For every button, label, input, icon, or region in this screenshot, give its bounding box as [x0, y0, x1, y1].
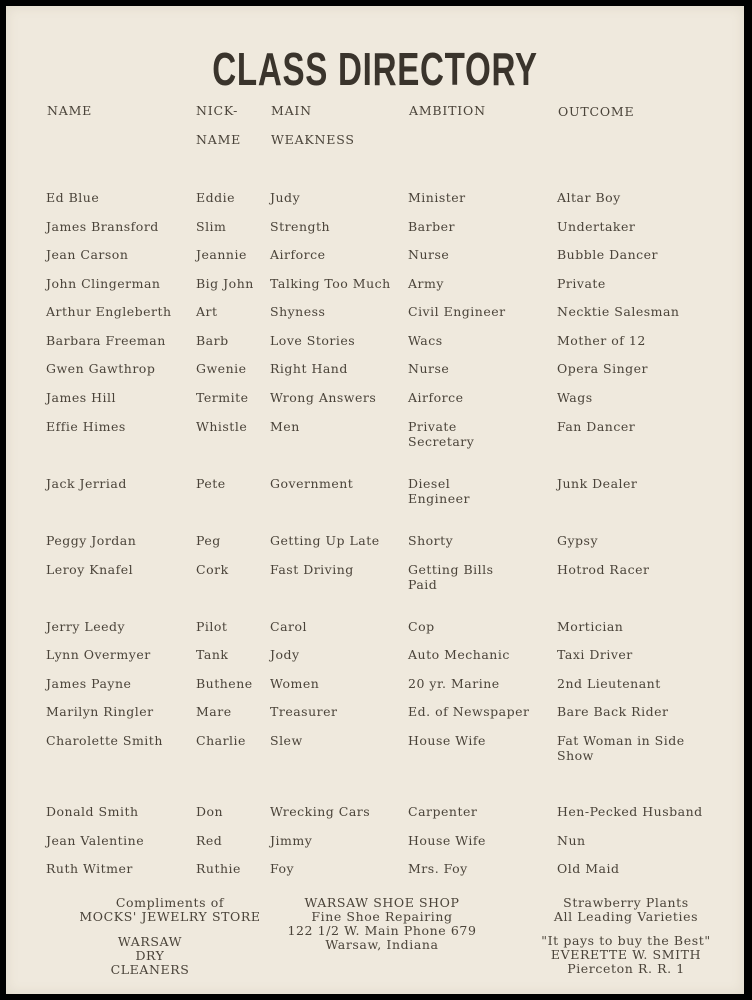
cell-name: [46, 476, 127, 491]
cell-line: Men: [270, 419, 300, 434]
cell-ambition: [408, 833, 486, 848]
cell-line: Gwen Gawthrop: [46, 361, 156, 376]
cell-weakness: [270, 619, 307, 634]
cell-nick: [196, 704, 232, 719]
cell-ambition: [408, 390, 464, 405]
cell-nick: [196, 390, 249, 405]
cell-outcome: [557, 247, 658, 262]
cell-line: Diesel: [408, 476, 451, 491]
cell-line: Jean Valentine: [46, 833, 145, 848]
cell-outcome: [557, 833, 586, 848]
cell-line: James Bransford: [46, 219, 159, 234]
cell-ambition: [408, 647, 510, 662]
cell-nick: [196, 804, 223, 819]
cell-line: Hen-Pecked Husband: [557, 804, 703, 819]
cell-line: Ed Blue: [46, 190, 100, 205]
footer-line: 122 1/2 W. Main Phone 679: [287, 923, 477, 938]
cell-nick: [196, 361, 247, 376]
header-weakness-2: WEAKNESS: [271, 132, 355, 147]
cell-line: Private: [557, 276, 606, 291]
cell-line: Barber: [408, 219, 455, 234]
cell-weakness: [270, 861, 294, 876]
cell-nick: [196, 733, 246, 748]
cell-weakness: [270, 704, 337, 719]
cell-outcome: [557, 733, 685, 763]
cell-line: Cop: [408, 619, 435, 634]
cell-line: Right Hand: [270, 361, 348, 376]
cell-line: Altar Boy: [557, 190, 621, 205]
cell-weakness: [270, 804, 370, 819]
cell-name: [46, 247, 128, 262]
cell-line: Wrecking Cars: [270, 804, 371, 819]
cell-line: Nurse: [408, 361, 450, 376]
cell-line: Opera Singer: [557, 361, 649, 376]
cell-name: [46, 733, 163, 748]
header-weakness-1: MAIN: [271, 103, 312, 118]
cell-nick: [196, 619, 227, 634]
cell-ambition: [408, 333, 443, 348]
cell-line: Mortician: [557, 619, 624, 634]
cell-line: Minister: [408, 190, 466, 205]
cell-ambition: [408, 533, 453, 548]
cell-weakness: [270, 219, 330, 234]
cell-nick: [196, 276, 254, 291]
cell-line: Hotrod Racer: [557, 562, 650, 577]
cell-line: Jody: [270, 647, 300, 662]
cell-weakness: [270, 647, 300, 662]
footer-ad-smith: [526, 934, 726, 976]
cell-name: [46, 704, 154, 719]
cell-line: Shorty: [408, 533, 454, 548]
cell-ambition: [408, 861, 468, 876]
cell-line: Fast Driving: [270, 562, 354, 577]
cell-line: Eddie: [196, 190, 236, 205]
cell-line: Wags: [557, 390, 593, 405]
cell-ambition: [408, 619, 435, 634]
cell-line: Peg: [196, 533, 221, 548]
cell-outcome: [557, 361, 648, 376]
cell-nick: [196, 833, 222, 848]
cell-outcome: [557, 647, 633, 662]
cell-line: Arthur Engleberth: [46, 304, 172, 319]
cell-weakness: [270, 733, 303, 748]
cell-ambition: [408, 733, 486, 748]
cell-ambition: [408, 804, 477, 819]
header-nick-1: NICK-: [196, 103, 239, 118]
cell-line: Slew: [270, 733, 303, 748]
cell-line: Lynn Overmyer: [46, 647, 151, 662]
cell-nick: [196, 419, 247, 434]
cell-name: [46, 419, 126, 434]
cell-line: Effie Himes: [46, 419, 126, 434]
cell-line: Peggy Jordan: [46, 533, 137, 548]
cell-line: Buthene: [196, 676, 253, 691]
cell-outcome: [557, 676, 661, 691]
cell-line: Secretary: [408, 434, 475, 449]
cell-line: Paid: [408, 577, 438, 592]
cell-outcome: [557, 704, 668, 719]
header-ambition: AMBITION: [409, 103, 486, 118]
cell-line: James Payne: [46, 676, 132, 691]
cell-line: Private: [408, 419, 457, 434]
cell-line: Gwenie: [196, 361, 247, 376]
cell-ambition: [408, 676, 500, 691]
cell-weakness: [270, 390, 376, 405]
cell-line: 2nd Lieutenant: [557, 676, 661, 691]
cell-name: [46, 333, 166, 348]
footer-ad-shoe-shop: [262, 896, 502, 952]
cell-line: Big John: [196, 276, 254, 291]
cell-line: Women: [270, 676, 320, 691]
cell-name: [46, 361, 155, 376]
cell-line: Gypsy: [557, 533, 599, 548]
cell-name: [46, 304, 172, 319]
cell-line: Charlie: [196, 733, 246, 748]
directory-page: [6, 6, 744, 994]
cell-line: House Wife: [408, 833, 486, 848]
cell-line: Termite: [196, 390, 249, 405]
footer-line: CLEANERS: [110, 962, 190, 977]
cell-weakness: [270, 562, 354, 577]
footer-line: Pierceton R. R. 1: [567, 961, 685, 976]
cell-name: [46, 276, 160, 291]
cell-name: [46, 804, 139, 819]
cell-ambition: [408, 247, 449, 262]
cell-weakness: [270, 190, 300, 205]
cell-outcome: [557, 533, 598, 548]
cell-line: Jerry Leedy: [46, 619, 126, 634]
footer-line: Warsaw, Indiana: [325, 937, 439, 952]
cell-weakness: [270, 476, 353, 491]
cell-outcome: [557, 619, 623, 634]
cell-line: Foy: [270, 861, 295, 876]
cell-nick: [196, 304, 218, 319]
cell-line: Airforce: [408, 390, 464, 405]
cell-outcome: [557, 219, 635, 234]
footer-line: Strawberry Plants: [563, 895, 689, 910]
cell-line: Red: [196, 833, 223, 848]
cell-line: Slim: [196, 219, 227, 234]
cell-name: [46, 533, 136, 548]
cell-weakness: [270, 419, 300, 434]
cell-name: [46, 390, 116, 405]
cell-ambition: [408, 419, 474, 449]
cell-line: Wacs: [408, 333, 443, 348]
cell-outcome: [557, 304, 679, 319]
cell-ambition: [408, 476, 470, 506]
cell-nick: [196, 190, 235, 205]
header-nick-2: NAME: [196, 132, 242, 147]
cell-line: Tank: [196, 647, 229, 662]
cell-nick: [196, 647, 228, 662]
cell-line: Taxi Driver: [557, 647, 633, 662]
cell-ambition: [408, 361, 449, 376]
cell-weakness: [270, 276, 391, 291]
cell-line: Undertaker: [557, 219, 636, 234]
cell-nick: [196, 219, 226, 234]
cell-name: [46, 562, 133, 577]
cell-line: Jimmy: [270, 833, 313, 848]
cell-outcome: [557, 562, 649, 577]
cell-weakness: [270, 304, 325, 319]
cell-line: Getting Up Late: [270, 533, 380, 548]
cell-line: Army: [408, 276, 444, 291]
cell-ambition: [408, 562, 494, 592]
cell-line: Shyness: [270, 304, 326, 319]
footer-line: DRY: [135, 948, 165, 963]
cell-line: Wrong Answers: [270, 390, 377, 405]
cell-line: Show: [557, 748, 594, 763]
cell-line: Strength: [270, 219, 331, 234]
cell-weakness: [270, 247, 326, 262]
footer-ad-jewelry: [70, 896, 270, 924]
cell-name: [46, 833, 144, 848]
cell-outcome: [557, 804, 703, 819]
footer-line: WARSAW: [117, 934, 183, 949]
cell-line: Leroy Knafel: [46, 562, 134, 577]
footer-line: WARSAW SHOE SHOP: [304, 895, 460, 910]
cell-name: [46, 861, 133, 876]
cell-line: Treasurer: [270, 704, 338, 719]
footer-ad-strawberry: [526, 896, 726, 924]
cell-line: Cork: [196, 562, 229, 577]
cell-nick: [196, 333, 229, 348]
cell-line: Mrs. Foy: [408, 861, 468, 876]
cell-ambition: [408, 304, 506, 319]
cell-line: Charolette Smith: [46, 733, 163, 748]
cell-nick: [196, 861, 241, 876]
cell-line: Marilyn Ringler: [46, 704, 154, 719]
cell-line: Ruth Witmer: [46, 861, 133, 876]
cell-nick: [196, 676, 253, 691]
cell-nick: [196, 476, 226, 491]
header-outcome: OUTCOME: [558, 104, 635, 119]
cell-line: Donald Smith: [46, 804, 139, 819]
cell-outcome: [557, 333, 646, 348]
cell-line: Ruthie: [196, 861, 241, 876]
cell-line: Airforce: [270, 247, 326, 262]
cell-line: Mother of 12: [557, 333, 646, 348]
cell-line: Ed. of Newspaper: [408, 704, 530, 719]
cell-weakness: [270, 833, 312, 848]
cell-line: Nurse: [408, 247, 450, 262]
page-title: CLASS DIRECTORY: [212, 43, 538, 95]
cell-line: Jeannie: [196, 247, 247, 262]
cell-line: Junk Dealer: [557, 476, 638, 491]
cell-nick: [196, 247, 247, 262]
cell-name: [46, 190, 99, 205]
cell-line: Bubble Dancer: [557, 247, 659, 262]
cell-line: Judy: [270, 190, 301, 205]
cell-name: [46, 647, 151, 662]
cell-outcome: [557, 190, 621, 205]
cell-line: Pete: [196, 476, 226, 491]
cell-weakness: [270, 361, 348, 376]
cell-outcome: [557, 476, 637, 491]
cell-line: Carpenter: [408, 804, 478, 819]
cell-nick: [196, 533, 221, 548]
cell-line: Carol: [270, 619, 308, 634]
cell-line: Jack Jerriad: [46, 476, 127, 491]
cell-line: Love Stories: [270, 333, 356, 348]
cell-ambition: [408, 190, 466, 205]
cell-line: Pilot: [196, 619, 228, 634]
cell-line: Government: [270, 476, 354, 491]
cell-line: Talking Too Much: [270, 276, 391, 291]
cell-outcome: [557, 419, 635, 434]
cell-line: 20 yr. Marine: [408, 676, 500, 691]
cell-name: [46, 219, 159, 234]
cell-line: Fan Dancer: [557, 419, 636, 434]
footer-line: Fine Shoe Repairing: [311, 909, 453, 924]
cell-line: Don: [196, 804, 224, 819]
cell-line: Art: [196, 304, 218, 319]
cell-line: Mare: [196, 704, 232, 719]
cell-line: James Hill: [46, 390, 116, 405]
cell-weakness: [270, 533, 380, 548]
cell-line: Fat Woman in Side: [557, 733, 685, 748]
cell-weakness: [270, 676, 319, 691]
cell-line: Auto Mechanic: [408, 647, 510, 662]
cell-outcome: [557, 861, 619, 876]
footer-line: MOCKS' JEWELRY STORE: [79, 909, 261, 924]
cell-line: Jean Carson: [46, 247, 129, 262]
cell-line: Barbara Freeman: [46, 333, 166, 348]
cell-outcome: [557, 390, 593, 405]
cell-line: Old Maid: [557, 861, 620, 876]
cell-line: Barb: [196, 333, 229, 348]
cell-line: Getting Bills: [408, 562, 494, 577]
cell-line: Whistle: [196, 419, 248, 434]
footer-line: "It pays to buy the Best": [541, 933, 711, 948]
cell-line: Civil Engineer: [408, 304, 506, 319]
footer-line: All Leading Varieties: [553, 909, 699, 924]
cell-line: John Clingerman: [46, 276, 161, 291]
cell-ambition: [408, 276, 444, 291]
cell-line: Nun: [557, 833, 586, 848]
cell-line: House Wife: [408, 733, 486, 748]
cell-ambition: [408, 704, 529, 719]
cell-name: [46, 676, 131, 691]
header-name: NAME: [47, 103, 93, 118]
cell-name: [46, 619, 125, 634]
footer-line: Compliments of: [115, 895, 225, 910]
cell-nick: [196, 562, 229, 577]
cell-line: Engineer: [408, 491, 470, 506]
footer-line: EVERETTE W. SMITH: [550, 947, 702, 962]
cell-weakness: [270, 333, 355, 348]
cell-line: Necktie Salesman: [557, 304, 680, 319]
cell-ambition: [408, 219, 455, 234]
footer-ad-cleaners: [70, 935, 230, 977]
cell-line: Bare Back Rider: [557, 704, 669, 719]
cell-outcome: [557, 276, 606, 291]
